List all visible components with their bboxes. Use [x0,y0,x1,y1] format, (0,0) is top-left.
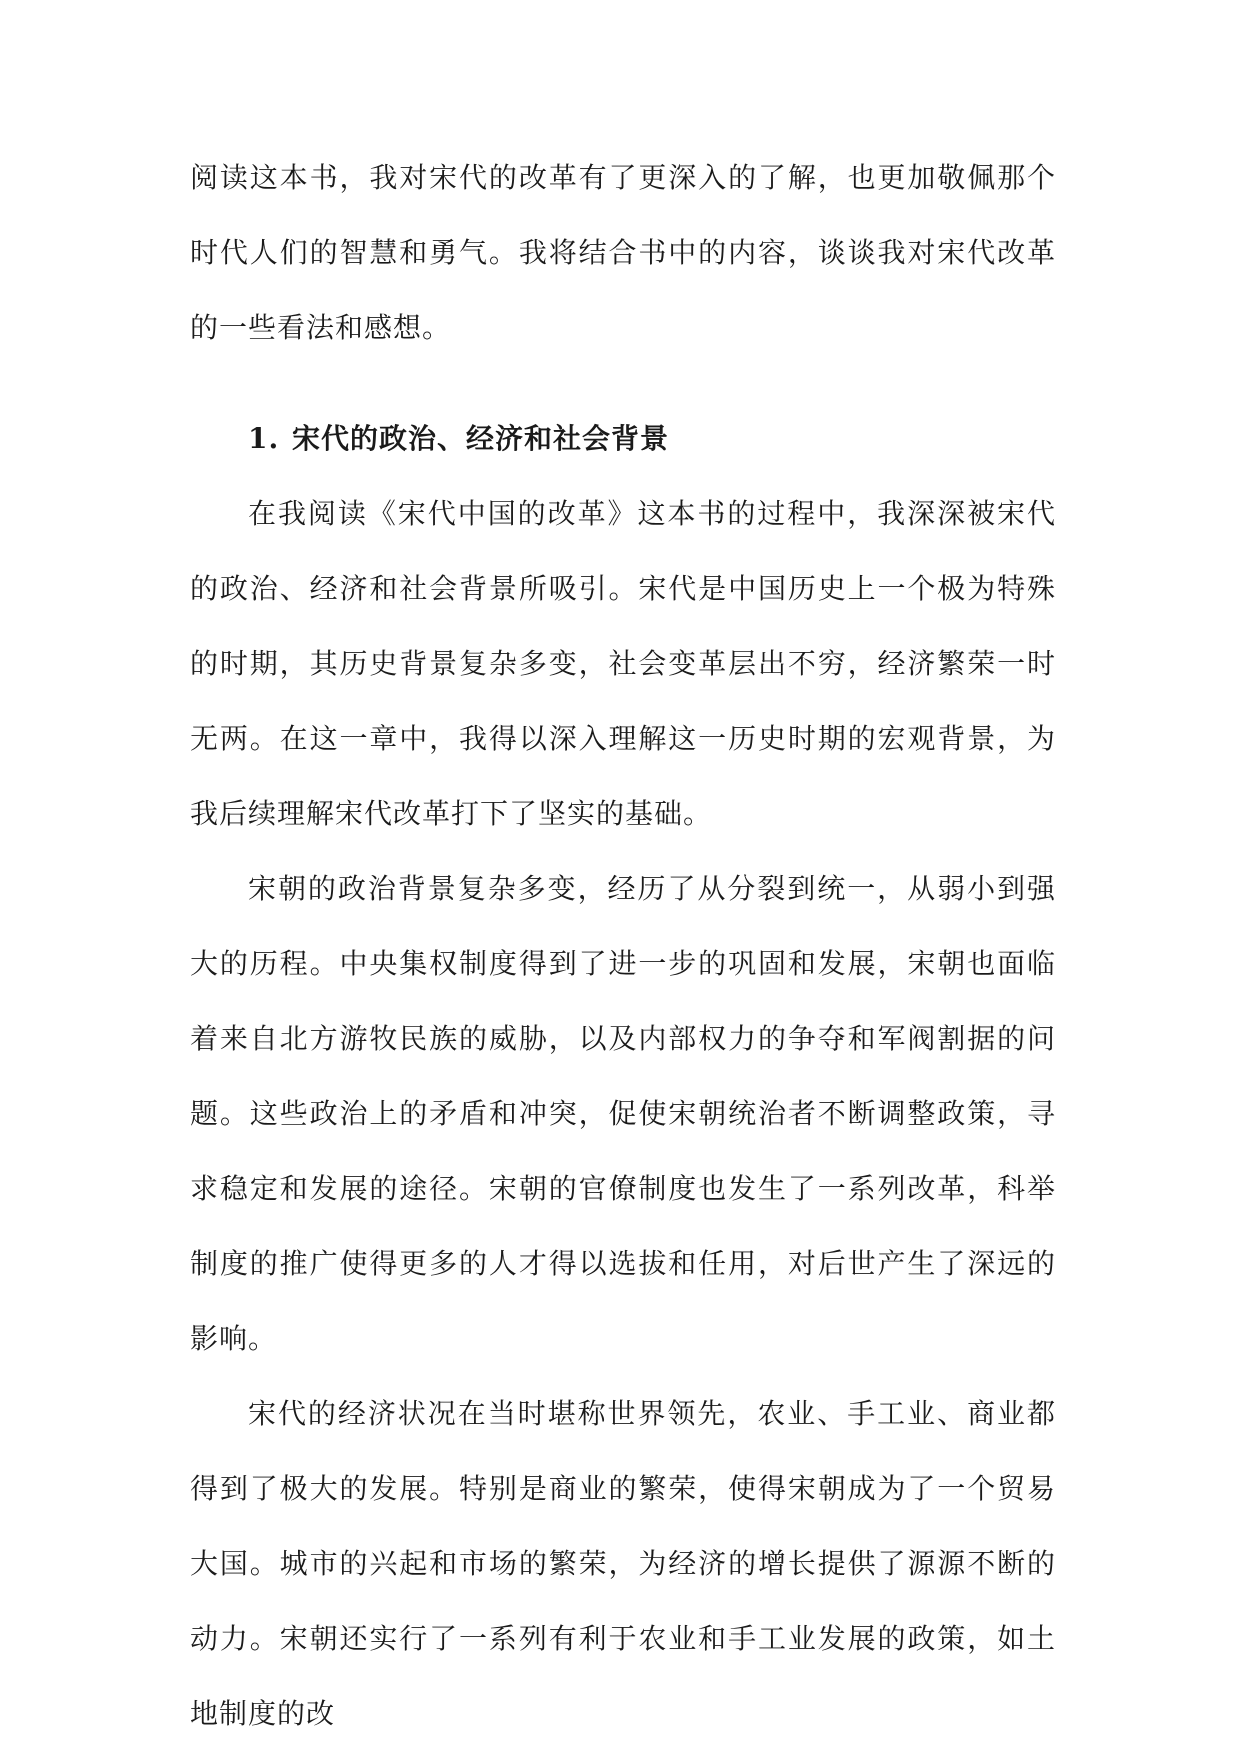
document-body [190,140,1056,1751]
section-heading [190,401,1056,476]
body-paragraph-background: 在我阅读《宋代中国的改革》这本书的过程中，我深深被宋代的政治、经济和社会背景所吸引。宋代是中国历史上一个极为特殊的时期，其历史背景复杂多变，社会变革层出不穷，经济繁荣一时无两。在这一章中，我得以深入理解这一历史时期的宏观背景，为我后续理解宋代改革打下了坚实的基础。 [190,497,1056,830]
section-title: 宋代的政治、经济和社会背景 [292,422,670,455]
body-paragraph-politics: 宋朝的政治背景复杂多变，经历了从分裂到统一，从弱小到强大的历程。中央集权制度得到了进一步的巩固和发展，宋朝也面临着来自北方游牧民族的威胁，以及内部权力的争夺和军阀割据的问题。这些政治上的矛盾和冲突，促使宋朝统治者不断调整政策，寻求稳定和发展的途径。宋朝的官僚制度也发生了一系列改革，科举制度的推广使得更多的人才得以选拔和任用，对后世产生了深远的影响。 [190,872,1056,1355]
intro-paragraph: 阅读这本书，我对宋代的改革有了更深入的了解，也更加敬佩那个时代人们的智慧和勇气。我将结合书中的内容，谈谈我对宋代改革的一些看法和感想。 [190,161,1056,344]
section-spacer [190,365,1056,401]
body-paragraph-economy: 宋代的经济状况在当时堪称世界领先，农业、手工业、商业都得到了极大的发展。特别是商业的繁荣，使得宋朝成为了一个贸易大国。城市的兴起和市场的繁荣，为经济的增长提供了源源不断的动力。宋朝还实行了一系列有利于农业和手工业发展的政策，如土地制度的改 [190,1397,1056,1730]
section-number: 1. [248,422,280,455]
